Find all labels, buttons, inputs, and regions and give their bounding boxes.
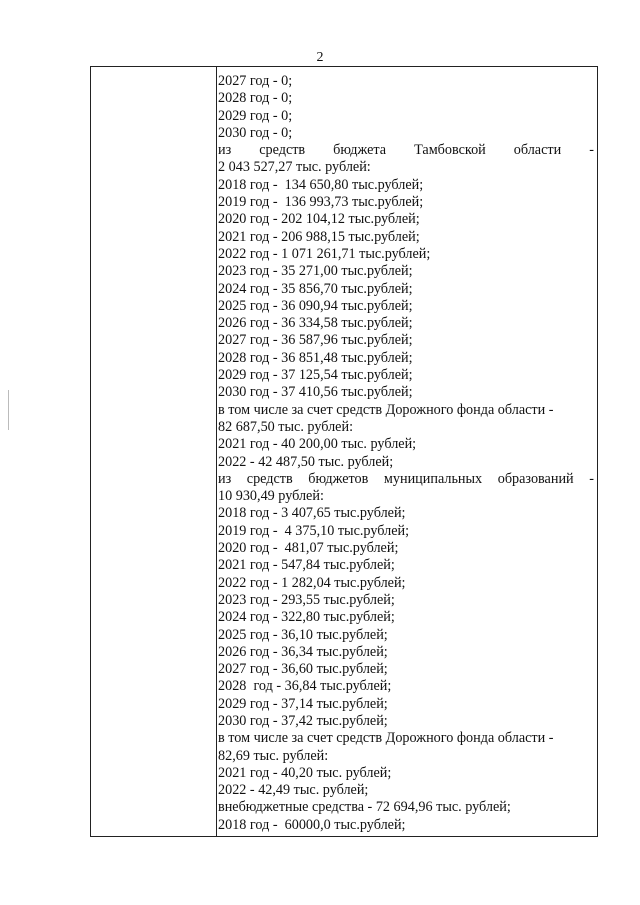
cell-line: 82,69 тыс. рублей: [218,747,329,764]
cell-line: 2026 год - 36 334,58 тыс.рублей; [218,315,413,332]
cell-line: 2028 год - 36 851,48 тыс.рублей; [218,349,413,366]
cell-line: 2027 год - 36 587,96 тыс.рублей; [218,332,413,349]
cell-line: 2023 год - 35 271,00 тыс.рублей; [218,263,413,280]
cell-line: 2023 год - 293,55 тыс.рублей; [218,591,395,608]
cell-line: 2022 - 42 487,50 тыс. рублей; [218,453,394,470]
cell-line: 2021 год - 547,84 тыс.рублей; [218,557,395,574]
cell-line: 2028 год - 36,84 тыс.рублей; [218,678,392,695]
cell-line: внебюджетные средства - 72 694,96 тыс. рублей; [218,799,511,816]
page-number: 2 [316,50,324,65]
cell-line: 2021 год - 40,20 тыс. рублей; [218,764,392,781]
cell-line: 2018 год - 3 407,65 тыс.рублей; [218,505,406,522]
cell-line: 2020 год - 481,07 тыс.рублей; [218,540,399,557]
cell-line: 2022 - 42,49 тыс. рублей; [218,782,369,799]
cell-line: в том числе за счет средств Дорожного фонда области - [218,730,554,747]
justified-word: из [218,470,232,487]
cell-line: 2021 год - 206 988,15 тыс.рублей; [218,228,420,245]
cell-line-justified [218,471,594,488]
cell-line: 2 043 527,27 тыс. рублей: [218,159,371,176]
justified-word: - [589,142,594,159]
cell-line-justified [218,142,594,159]
cell-line: 2025 год - 36,10 тыс.рублей; [218,626,388,643]
justified-word: средств [259,142,306,159]
cell-line: 2021 год - 40 200,00 тыс. рублей; [218,436,417,453]
justified-word: из [218,142,232,159]
cell-line: 2030 год - 37 410,56 тыс.рублей; [218,384,413,401]
cell-line: 2019 год - 136 993,73 тыс.рублей; [218,194,424,211]
justified-word: области [513,142,562,159]
cell-line: 2022 год - 1 282,04 тыс.рублей; [218,574,406,591]
scan-artifact [8,390,9,430]
cell-line: 2026 год - 36,34 тыс.рублей; [218,643,388,660]
cell-line: 2030 год - 37,42 тыс.рублей; [218,712,388,729]
cell-line: 2024 год - 35 856,70 тыс.рублей; [218,280,413,297]
cell-line: 82 687,50 тыс. рублей: [218,418,354,435]
cell-line: 2029 год - 37,14 тыс.рублей; [218,695,388,712]
document-table [90,66,598,837]
cell-line: 2029 год - 37 125,54 тыс.рублей; [218,367,413,384]
cell-line: 2020 год - 202 104,12 тыс.рублей; [218,211,420,228]
cell-line: 2018 год - 60000,0 тыс.рублей; [218,816,406,833]
cell-line: 2025 год - 36 090,94 тыс.рублей; [218,297,413,314]
cell-line: 2018 год - 134 650,80 тыс.рублей; [218,176,424,193]
justified-word: Тамбовской [414,142,486,159]
cell-line: 2027 год - 0; [218,73,293,89]
justified-word: бюджета [333,142,387,159]
justified-word: средств [246,470,293,487]
justified-word: - [589,470,594,487]
justified-word: образований [497,470,574,487]
cell-line: в том числе за счет средств Дорожного фонда области - [218,401,554,418]
cell-line: 2029 год - 0; [218,107,293,124]
cell-line: 2027 год - 36,60 тыс.рублей; [218,661,388,678]
cell-line: 10 930,49 рублей: [218,488,324,505]
justified-word: муниципальных [383,470,483,487]
cell-line: 2030 год - 0; [218,124,293,141]
table-right-cell [218,73,594,834]
cell-line: 2019 год - 4 375,10 тыс.рублей; [218,522,410,539]
cell-line: 2024 год - 322,80 тыс.рублей; [218,609,395,626]
cell-line: 2028 год - 0; [218,90,293,107]
justified-word: бюджетов [308,470,369,487]
table-left-cell [91,67,217,836]
cell-line: 2022 год - 1 071 261,71 тыс.рублей; [218,245,431,262]
